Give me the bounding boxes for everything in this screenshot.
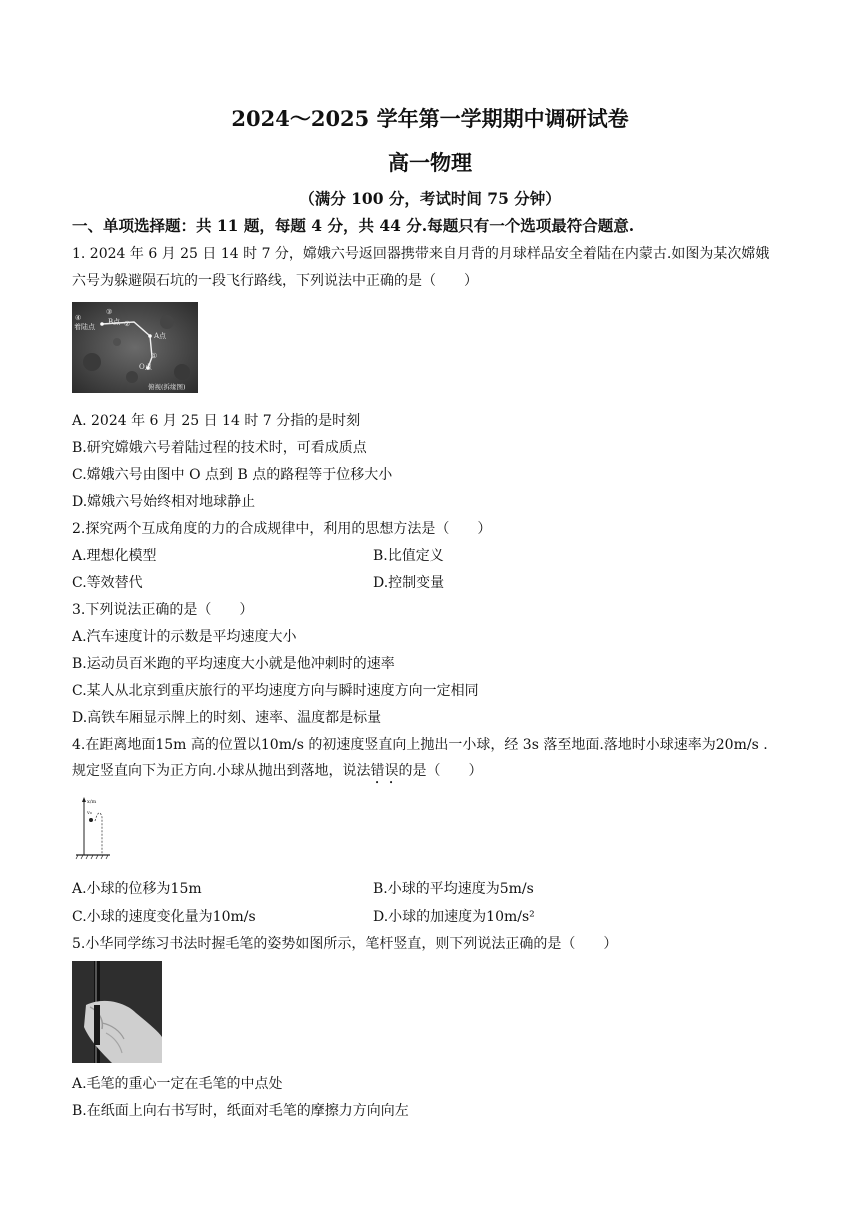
q2-option-d: D.控制变量: [373, 575, 445, 591]
q2-option-b: B.比值定义: [373, 548, 444, 564]
q1-fig-b-label: B点: [108, 318, 121, 326]
q3-stem: 3.下列说法正确的是（ ）: [72, 602, 254, 618]
q4-stem-line2: [72, 760, 482, 787]
q1-fig-n2: ②: [124, 320, 131, 328]
q3-option-c: C.某人从北京到重庆旅行的平均速度方向与瞬时速度方向一定相同: [72, 683, 479, 699]
q4-option-d: D.小球的加速度为10m/s²: [373, 909, 535, 925]
q4-throw-figure: [74, 795, 110, 861]
q5-stem: 5.小华同学练习书法时握毛笔的姿势如图所示，笔杆竖直，则下列说法正确的是（ ）: [72, 936, 618, 952]
q4-option-c: C.小球的速度变化量为10m/s: [72, 909, 256, 925]
q1-flight-path-figure: [72, 302, 198, 393]
exam-title: 2024～2025 学年第一学期期中调研试卷: [231, 106, 629, 131]
q2-option-c: C.等效替代: [72, 575, 143, 591]
section-heading: 一、单项选择题：共 11 题，每题 4 分，共 44 分.每题只有一个选项最符合题意.: [72, 216, 635, 235]
subject-title: 高一物理: [388, 150, 472, 175]
q4-fig-v-label: v₀: [87, 810, 92, 816]
q1-fig-n1: ①: [151, 352, 158, 360]
q4-stem-line2-pre: 规定竖直向下为正方向.小球从抛出到落地，说法: [72, 763, 371, 779]
q1-option-a: A. 2024 年 6 月 25 日 14 时 7 分指的是时刻: [72, 413, 361, 429]
q1-fig-a-label: A点: [154, 332, 167, 340]
q4-option-b: B.小球的平均速度为5m/s: [373, 881, 534, 897]
q3-option-d: D.高铁车厢显示牌上的时刻、速率、温度都是标量: [72, 710, 382, 726]
q4-fig-axis-label: x/m: [87, 799, 97, 805]
q5-brush-grip-photo: [72, 961, 162, 1063]
q1-fig-landing-label: 着陆点: [74, 323, 95, 331]
q1-option-b: B.研究嫦娥六号着陆过程的技术时，可看成质点: [72, 440, 367, 456]
q1-stem-line2: 六号为躲避陨石坑的一段飞行路线，下列说法中正确的是（ ）: [72, 273, 478, 289]
q1-option-c: C.嫦娥六号由图中 O 点到 B 点的路程等于位移大小: [72, 467, 393, 483]
q3-option-a: A.汽车速度计的示数是平均速度大小: [72, 629, 297, 645]
q4-option-a: A.小球的位移为15m: [72, 881, 202, 897]
q3-option-b: B.运动员百米跑的平均速度大小就是他冲刺时的速率: [72, 656, 395, 672]
q5-option-b: B.在纸面上向右书写时，纸面对毛笔的摩擦力方向向左: [72, 1103, 409, 1119]
q4-stem-line2-post: 的是（ ）: [398, 763, 483, 779]
q1-fig-o-label: O点: [139, 363, 152, 371]
q2-option-a: A.理想化模型: [72, 548, 157, 564]
q4-stem-line1: 4.在距离地面15m 高的位置以10m/s 的初速度竖直向上抛出一小球，经 3s 落至地面.落地时小球速率为20m/s .: [72, 737, 768, 753]
q1-option-d: D.嫦娥六号始终相对地球静止: [72, 494, 256, 510]
q1-fig-n3: ③: [106, 308, 113, 316]
q2-stem: 2.探究两个互成角度的力的合成规律中，利用的思想方法是（ ）: [72, 521, 492, 537]
q4-stem-emphasis: 错误: [370, 763, 399, 779]
q1-fig-caption: 俯视(拆缘图): [148, 383, 186, 391]
q1-stem-line1: 1. 2024 年 6 月 25 日 14 时 7 分，嫦娥六号返回器携带来自月背的月球样品安全着陆在内蒙古.如图为某次嫦娥: [72, 246, 770, 262]
exam-info: （满分 100 分，考试时间 75 分钟）: [299, 189, 561, 208]
q5-option-a: A.毛笔的重心一定在毛笔的中点处: [72, 1076, 283, 1092]
q1-fig-n4: ④: [75, 314, 82, 322]
